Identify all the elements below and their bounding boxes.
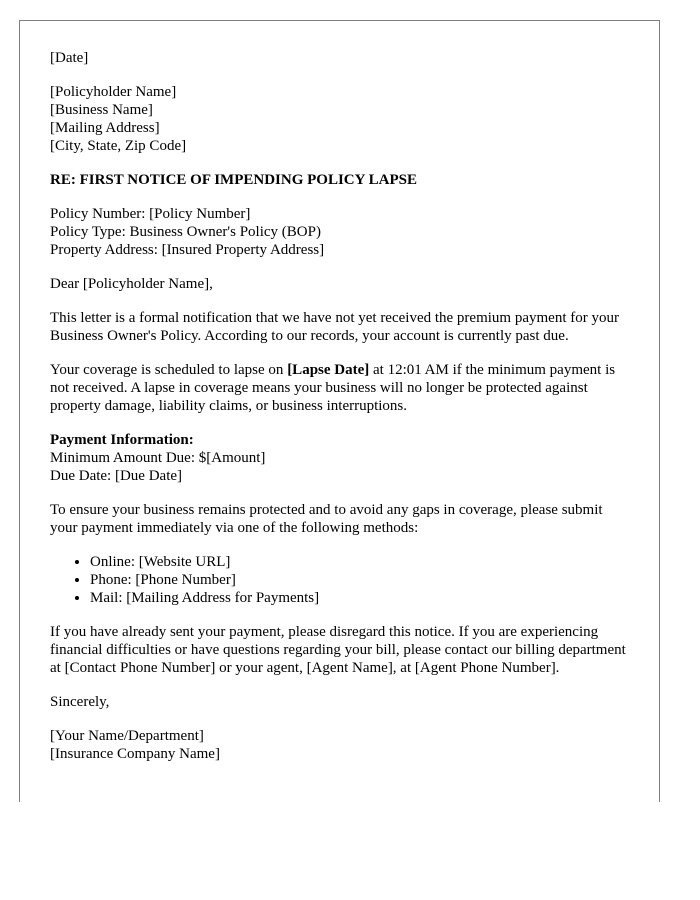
subject-line: RE: FIRST NOTICE OF IMPENDING POLICY LAPSE bbox=[50, 172, 417, 188]
letter-page bbox=[19, 20, 660, 802]
instructions-paragraph: To ensure your business remains protected and to avoid any gaps in coverage, please submit your payment immediately via one of the following methods: bbox=[50, 502, 603, 536]
payment-method-online: • Online: [Website URL] bbox=[90, 553, 629, 571]
lapse-date: [Lapse Date] bbox=[287, 362, 370, 378]
payment-heading-text: Payment Information: bbox=[50, 432, 194, 448]
policy-type: Policy Type: Business Owner's Policy (BOP) bbox=[50, 224, 321, 240]
payment-heading bbox=[50, 431, 629, 449]
notice-paragraph: This letter is a formal notification that we have not yet received the premium payment for your Business Owner's Policy. According to our records, your account is currently past due. bbox=[50, 310, 619, 344]
letter-date: [Date] bbox=[50, 50, 89, 66]
recipient-name: [Policyholder Name] bbox=[50, 84, 177, 100]
closing: Sincerely, bbox=[50, 694, 110, 710]
recipient-block bbox=[50, 83, 629, 155]
lapse-text-before: Your coverage is scheduled to lapse on bbox=[50, 362, 288, 378]
policy-number: Policy Number: [Policy Number] bbox=[50, 206, 251, 222]
payment-method-mail: • Mail: [Mailing Address for Payments] bbox=[90, 589, 629, 607]
minimum-amount-due: Minimum Amount Due: $[Amount] bbox=[50, 450, 266, 466]
salutation: Dear [Policyholder Name], bbox=[50, 276, 213, 292]
signature-name: [Your Name/Department] bbox=[50, 728, 204, 744]
policy-details bbox=[50, 205, 629, 259]
signature-company: [Insurance Company Name] bbox=[50, 746, 220, 762]
payment-method-phone: • Phone: [Phone Number] bbox=[90, 571, 629, 589]
payment-methods-list bbox=[50, 553, 629, 607]
recipient-city-state-zip: [City, State, Zip Code] bbox=[50, 138, 187, 154]
recipient-address: [Mailing Address] bbox=[50, 120, 160, 136]
lapse-paragraph bbox=[50, 361, 629, 415]
payment-information bbox=[50, 431, 629, 485]
due-date: Due Date: [Due Date] bbox=[50, 468, 183, 484]
contact-paragraph: If you have already sent your payment, please disregard this notice. If you are experiencing financial difficulties or have questions regarding your bill, please contact our billing department at [Contact Phone Number] or your agent, [Agent Name], at [Agent Phone Number]. bbox=[50, 624, 626, 676]
recipient-business: [Business Name] bbox=[50, 102, 153, 118]
lapse-text-after: at 12:01 AM if the minimum payment is not received. A lapse in coverage means your business will no longer be protected against property damage, liability claims, or business interruptions. bbox=[50, 362, 616, 414]
property-address: Property Address: [Insured Property Address] bbox=[50, 242, 325, 258]
signature-block bbox=[50, 727, 629, 763]
